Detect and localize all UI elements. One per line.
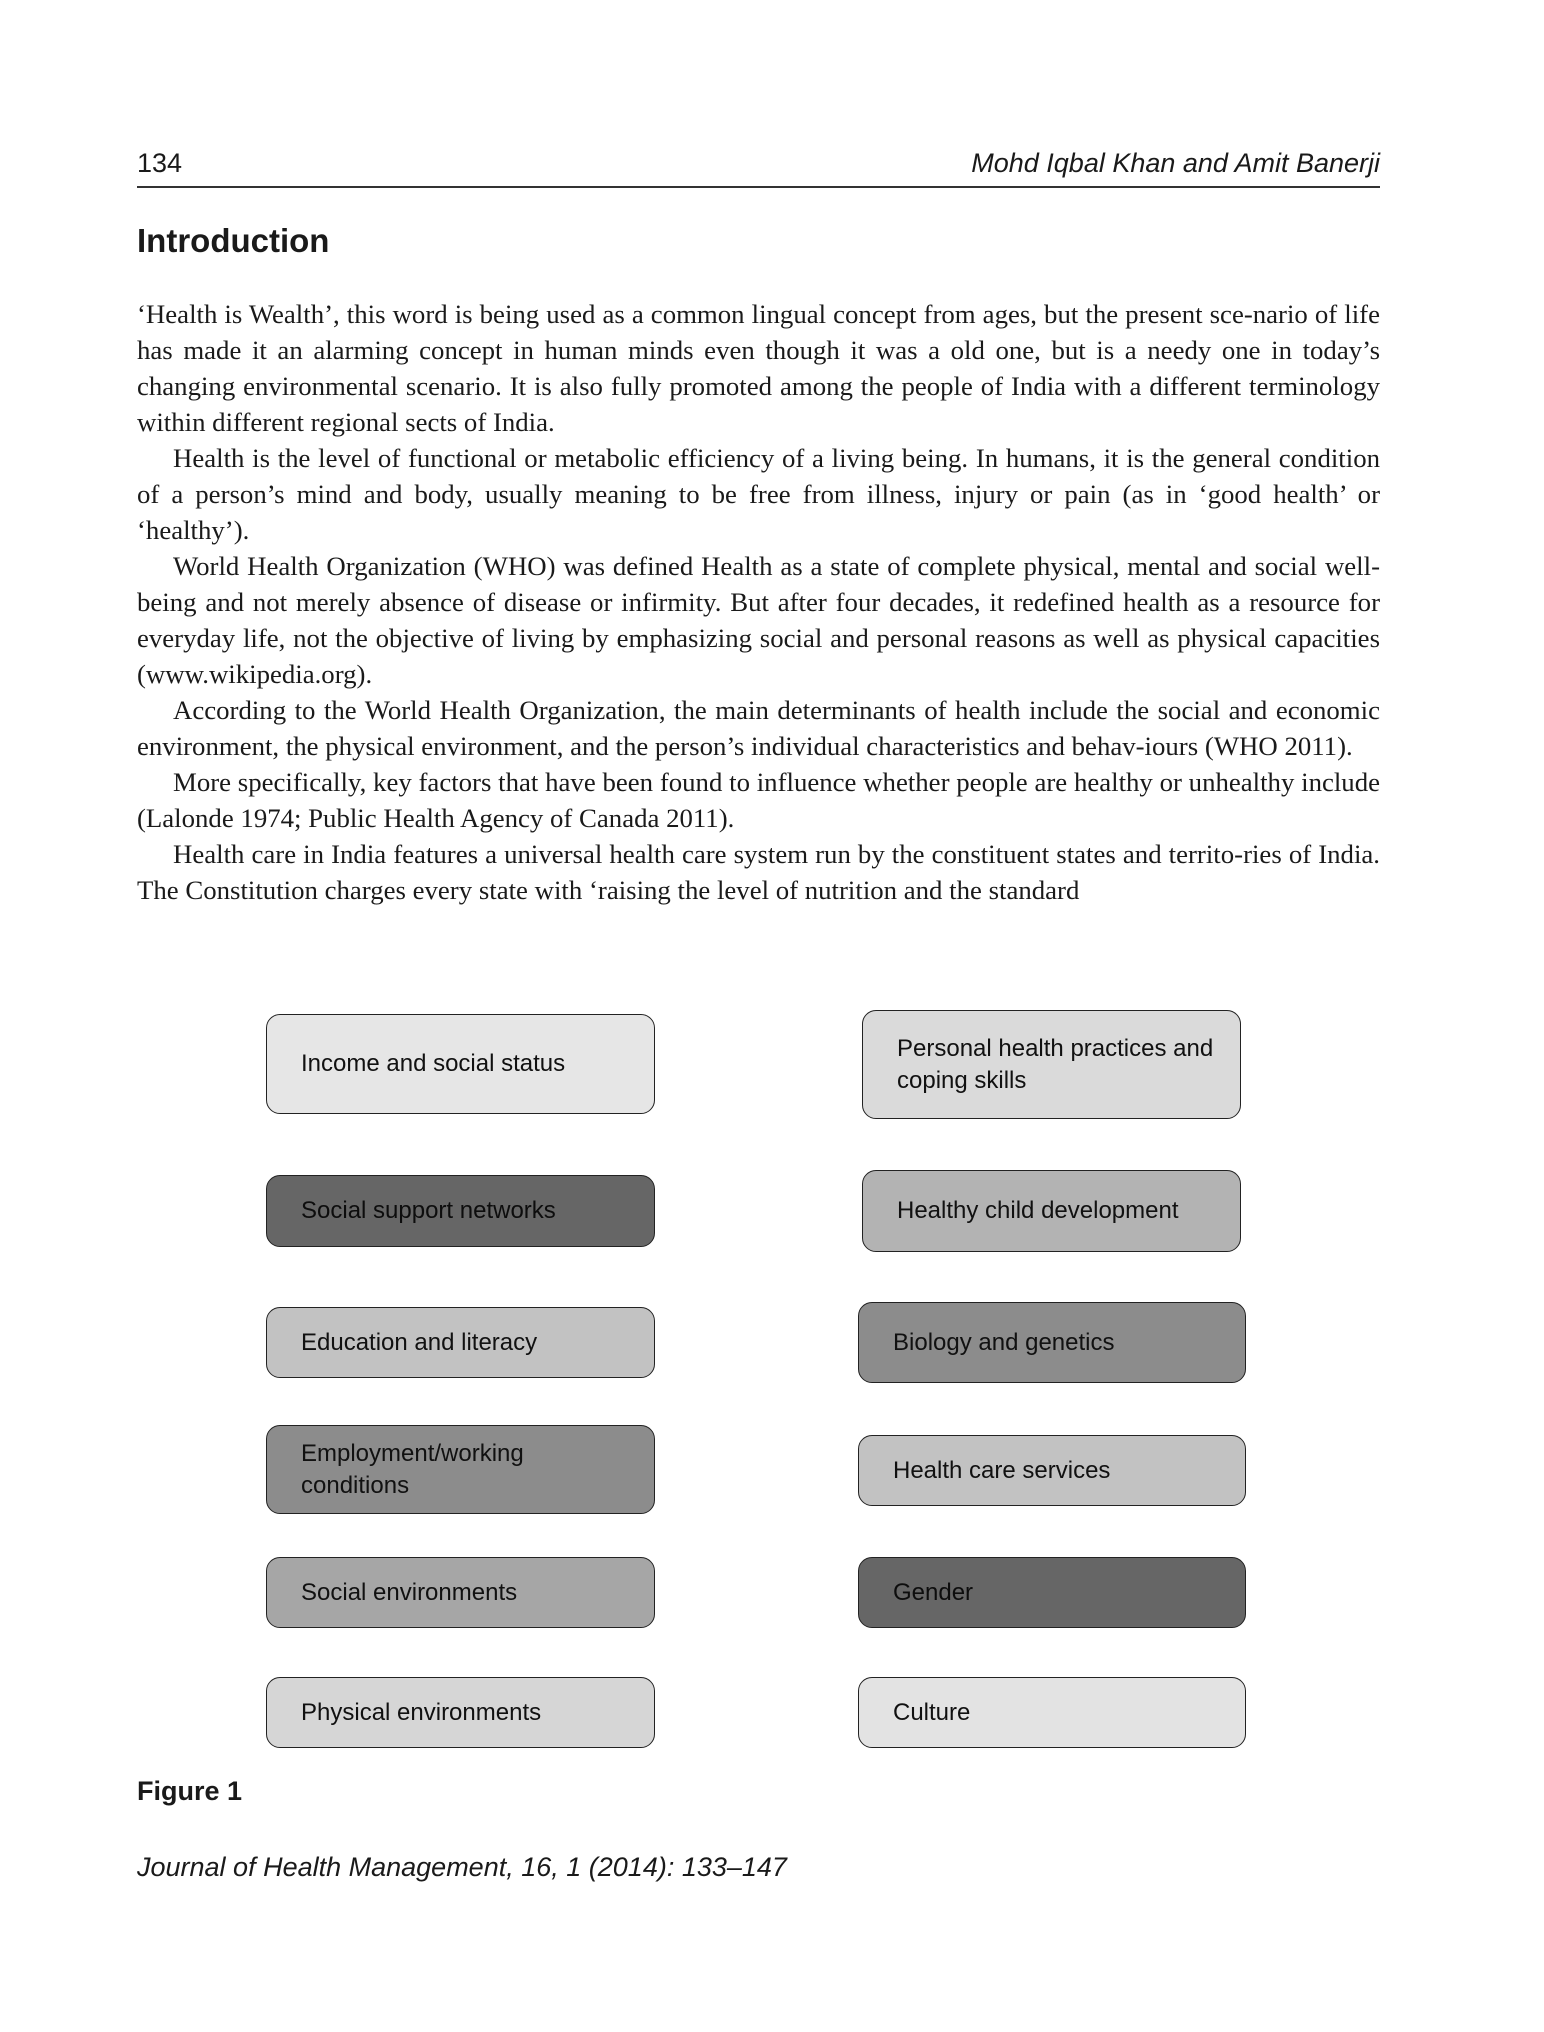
author-running-head: Mohd Iqbal Khan and Amit Banerji	[971, 148, 1380, 178]
paragraph: According to the World Health Organization, the main determinants of health include the social and economic environment, the physical environment, and the person’s individual characteristics and behav-iours (WHO 2011).	[137, 695, 1380, 761]
paragraph: World Health Organization (WHO) was defined Health as a state of complete physical, mental and social well-being and not merely absence of disease or infirmity. But after four decades, it redefined health as a resource for everyday life, not the objective of living by emphasizing social and personal reasons as well as physical capacities (www.wikipedia.org).	[137, 551, 1380, 689]
determinant-box	[858, 1677, 1246, 1748]
determinant-label: Personal health practices and coping skills	[897, 1034, 1214, 1094]
determinant-box	[266, 1557, 655, 1628]
determinant-box	[858, 1557, 1246, 1628]
paragraph: ‘Health is Wealth’, this word is being used as a common lingual concept from ages, but the present sce-nario of life has made it an alarming concept in human minds even though it was a old one, but is a needy one in today’s changing environmental scenario. It is also fully promoted among the people of India with a different terminology within different regional sects of India.	[137, 299, 1380, 437]
determinant-box	[862, 1170, 1241, 1252]
determinant-label: Health care services	[893, 1456, 1111, 1484]
determinant-label: Education and literacy	[301, 1328, 538, 1356]
paragraph: Health is the level of functional or metabolic efficiency of a living being. In humans, it is the general condition of a person’s mind and body, usually meaning to be free from illness, injury or pain (as in ‘good health’ or ‘healthy’).	[137, 443, 1380, 545]
paragraph: More specifically, key factors that have been found to influence whether people are healthy or unhealthy include (Lalonde 1974; Public Health Agency of Canada 2011).	[137, 767, 1380, 833]
determinant-label: Social environments	[301, 1578, 518, 1606]
determinant-box	[266, 1677, 655, 1748]
determinant-label: Healthy child development	[897, 1197, 1179, 1224]
running-header	[137, 148, 1380, 188]
journal-citation: Journal of Health Management, 16, 1 (2014): 133–147	[137, 1852, 787, 1882]
determinant-box	[862, 1010, 1241, 1119]
determinant-box	[266, 1425, 655, 1514]
body-text	[137, 296, 1380, 908]
paragraph: Health care in India features a universal health care system run by the constituent states and territo-ries of India. The Constitution charges every state with ‘raising the level of nutrition and the standard	[137, 839, 1380, 905]
determinant-box	[858, 1302, 1246, 1383]
determinant-label: Income and social status	[301, 1050, 566, 1077]
determinant-box	[266, 1307, 655, 1378]
determinant-label: Employment/working conditions	[301, 1439, 524, 1499]
determinant-box	[858, 1435, 1246, 1506]
determinant-label: Gender	[893, 1578, 974, 1606]
page-number: 134	[137, 148, 183, 178]
determinant-label: Biology and genetics	[893, 1328, 1115, 1356]
determinant-box	[266, 1014, 655, 1114]
determinant-label: Physical environments	[301, 1698, 542, 1726]
determinant-label: Social support networks	[301, 1197, 556, 1224]
section-heading: Introduction	[137, 222, 330, 259]
determinant-box	[266, 1175, 655, 1247]
determinant-label: Culture	[893, 1698, 971, 1726]
figure-caption: Figure 1	[137, 1776, 243, 1806]
